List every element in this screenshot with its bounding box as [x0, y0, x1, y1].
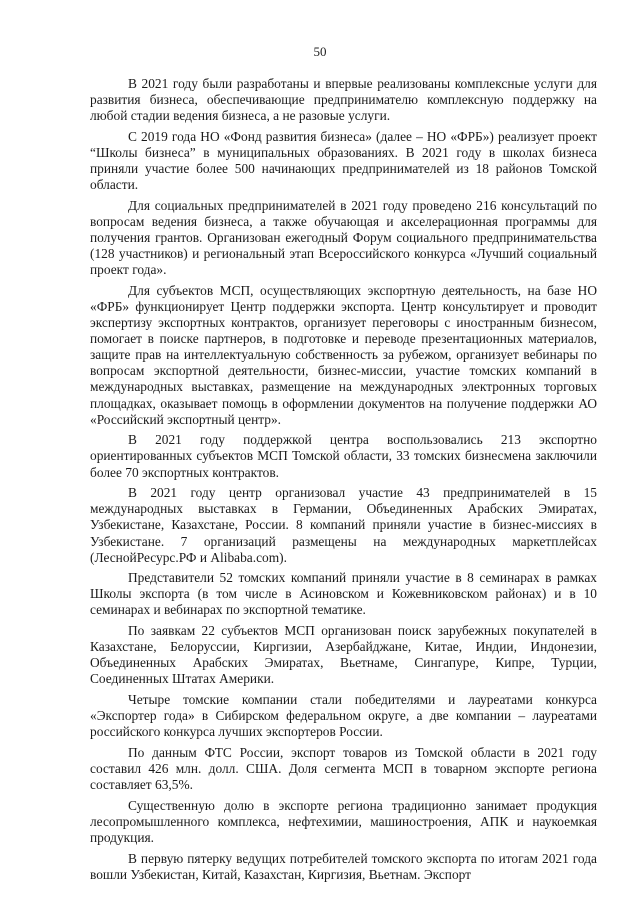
page-number: 50: [313, 44, 327, 59]
paragraph-social-entrepreneurs: Для социальных предпринимателей в 2021 году проведено 216 консультаций по вопросам ведения бизнеса, а также обучающая и акселерационная программы для получения грантов. Организован ежегодный Форум социального предпринимательства (128 участников) и региональный этап Всероссийского конкурса «Лучший социальный проект года».: [90, 197, 597, 278]
paragraph-export-school-seminars: Представители 52 томских компаний приняли участие в 8 семинарах в рамках Школы экспорта (в том числе в Асиновском и Кожевниковском районах) и в 10 семинарах и вебинарах по экспортной тематике.: [90, 570, 597, 618]
paragraph-complex-services: В 2021 году были разработаны и впервые реализованы комплексные услуги для развития бизнеса, обеспечивающие предпринимателю комплексную поддержку на любой стадии ведения бизнеса, а не разовые услуги.: [90, 76, 597, 124]
paragraph-export-support-center: Для субъектов МСП, осуществляющих экспортную деятельность, на базе НО «ФРБ» функционирует Центр поддержки экспорта. Центр консультирует и проводит экспертизу экспортных контрактов, организует переговоры с иностранным бизнесом, помогает в поиске партнеров, в подготовке и переводе презентационных материалов, защите прав на интеллектуальную собственность за рубежом, организует вебинары по вопросам экспортной деятельности, бизнес-миссии, участие томских компаний в международных выставках, размещение на международных электронных торговых площадках, оказывает помощь в оформлении документов на получение поддержки АО «Российский экспортный центр».: [90, 282, 597, 427]
document-body: [90, 76, 597, 888]
paragraph-fts-export-data: По данным ФТС России, экспорт товаров из Томской области в 2021 году составил 426 млн. долл. США. Доля сегмента МСП в товарном экспорте региона составляет 63,5%.: [90, 745, 597, 793]
paragraph-center-usage: В 2021 году поддержкой центра воспользовались 213 экспортно ориентированных субъектов МСП Томской области, 33 томских бизнесмена заключили более 70 экспортных контрактов.: [90, 432, 597, 480]
paragraph-foreign-buyers-search: По заявкам 22 субъектов МСП организован поиск зарубежных покупателей в Казахстане, Белоруссии, Киргизии, Азербайджане, Китае, Индии, Индонезии, Объединенных Арабских Эмиратах, Вьетнаме, Сингапуре, Кипре, Турции, Соединенных Штатах Америки.: [90, 623, 597, 687]
paragraph-business-schools: С 2019 года НО «Фонд развития бизнеса» (далее – НО «ФРБ») реализует проект “Школы бизнеса” в муниципальных образованиях. В 2021 году в школах бизнеса приняли участие более 500 начинающих предпринимателей из 18 районов Томской области.: [90, 128, 597, 193]
paragraph-exporter-of-year: Четыре томские компании стали победителями и лауреатами конкурса «Экспортер года» в Сибирском федеральном округе, а две компании – лауреатами российского конкурса лучших экспортеров России.: [90, 692, 597, 740]
paragraph-top-consumers: В первую пятерку ведущих потребителей томского экспорта по итогам 2021 года вошли Узбекистан, Китай, Казахстан, Киргизия, Вьетнам. Экспорт: [90, 850, 597, 882]
paragraph-export-structure: Существенную долю в экспорте региона традиционно занимает продукция лесопромышленного комплекса, нефтехимии, машиностроения, АПК и наукоемкая продукция.: [90, 797, 597, 846]
paragraph-exhibitions: В 2021 году центр организовал участие 43 предпринимателей в 15 международных выставках в Германии, Объединенных Арабских Эмиратах, Узбекистане, Казахстане, России. 8 компаний приняли участие в бизнес-миссиях в Узбекистане. 7 организаций размещены на международных маркетплейсах (ЛеснойРесурс.РФ и Alibaba.com).: [90, 485, 597, 565]
